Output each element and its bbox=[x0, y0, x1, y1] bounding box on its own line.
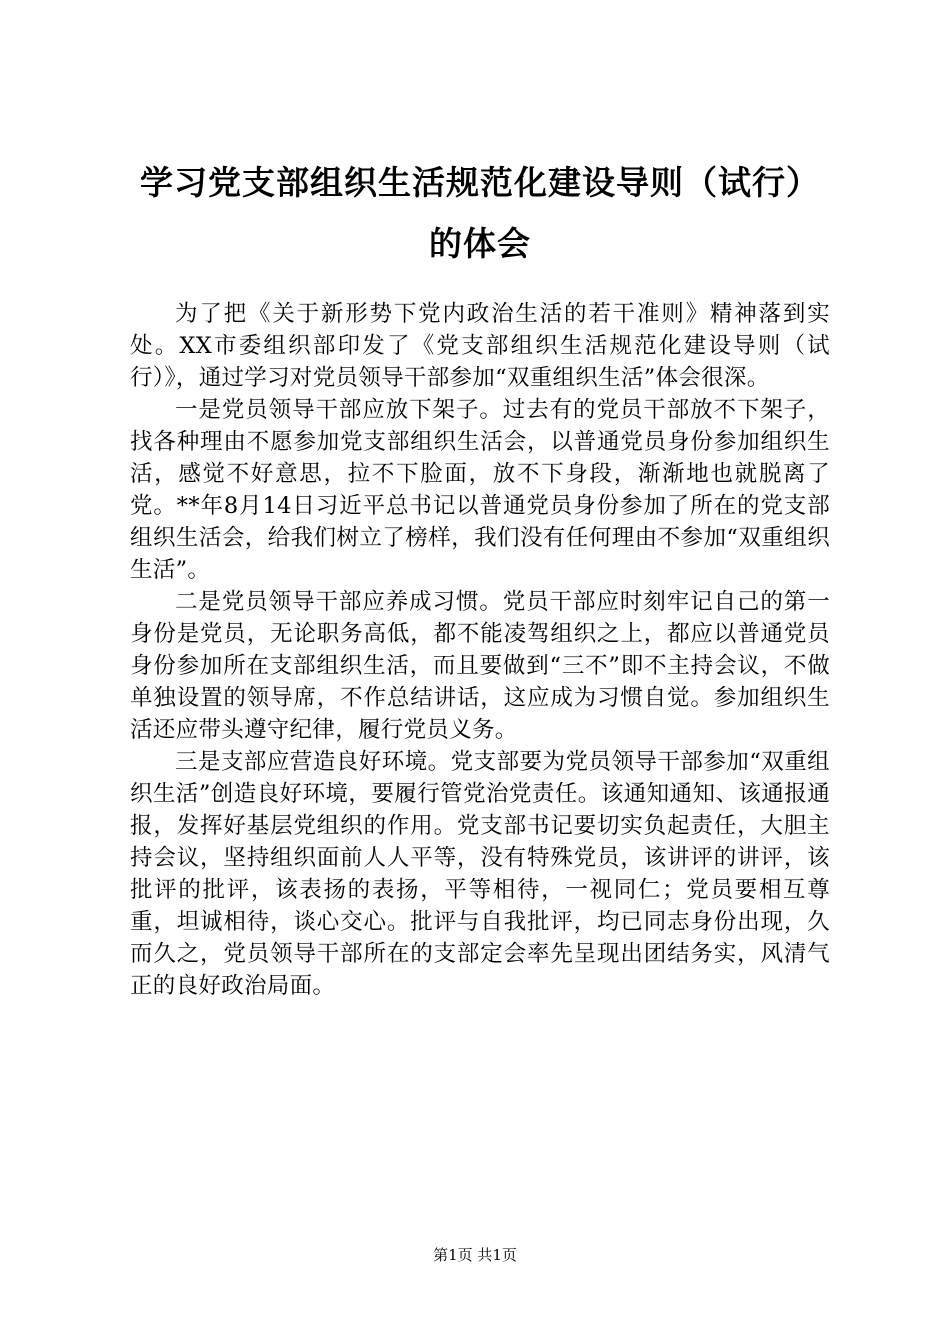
paragraph-point-1: 一是党员领导干部应放下架子。过去有的党员干部放不下架子，找各种理由不愿参加党支部组织生活会，以普通党员身份参加组织生活，感觉不好意思，拉不下脸面，放不下身段，渐渐地也就脱离了党。**年8月14日习近平总书记以普通党员身份参加了所在的党支部组织生活会，给我们树立了榜样，我们没有任何理由不参加“双重组织生活”。 bbox=[130, 397, 830, 583]
page-number-footer: 第1页 共1页 bbox=[433, 1246, 517, 1264]
document-title-line-2: 的体会 bbox=[429, 224, 531, 263]
document-title-line-1: 学习党支部组织生活规范化建设导则（试行） bbox=[140, 163, 820, 202]
document-body bbox=[130, 298, 830, 1002]
paragraph-intro: 为了把《关于新形势下党内政治生活的若干准则》精神落到实处。XX市委组织部印发了《党支部组织生活规范化建设导则（试行）》，通过学习对党员领导干部参加“双重组织生活”体会很深。 bbox=[130, 301, 830, 391]
paragraph-point-2: 二是党员领导干部应养成习惯。党员干部应时刻牢记自己的第一身份是党员，无论职务高低，都不能凌驾组织之上，都应以普通党员身份参加所在支部组织生活，而且要做到“三不”即不主持会议，不做单独设置的领导席，不作总结讲话，这应成为习惯自觉。参加组织生活还应带头遵守纪律，履行党员义务。 bbox=[130, 589, 830, 743]
paragraph-point-3: 三是支部应营造良好环境。党支部要为党员领导干部参加“双重组织生活”创造良好环境，要履行管党治党责任。该通知通知、该通报通报，发挥好基层党组织的作用。党支部书记要切实负起责任，大胆主持会议，坚持组织面前人人平等，没有特殊党员，该讲评的讲评，该批评的批评，该表扬的表扬，平等相待，一视同仁；党员要相互尊重，坦诚相待，谈心交心。批评与自我批评，均已同志身份出现，久而久之，党员领导干部所在的支部定会率先呈现出团结务实，风清气正的良好政治局面。 bbox=[130, 749, 830, 999]
